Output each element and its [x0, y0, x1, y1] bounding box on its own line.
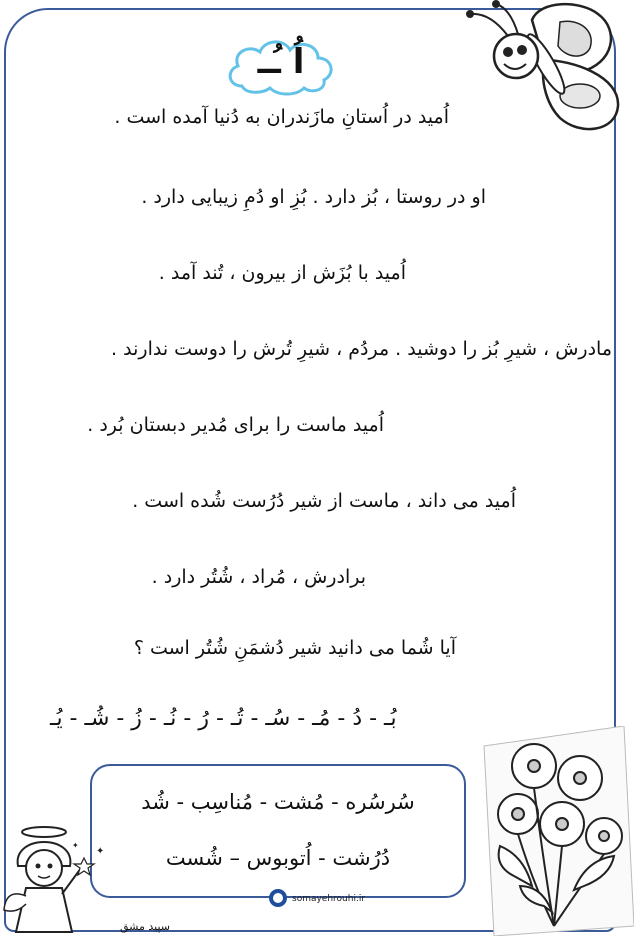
text-line-6: اُمید می داند ، ماست از شیر دُرُست شُده است .: [132, 490, 516, 512]
text-line-5: اُمید ماست را برای مُدیر دبستان بُرد .: [87, 414, 384, 436]
site-url: somayehrouhi.ir: [292, 894, 366, 904]
flower-bouquet-icon: [474, 726, 634, 936]
word-row-1: سُرسُره - مُشت - مُناسِب - شُد: [141, 790, 415, 814]
text-line-8: آیا شُما می دانید شیر دُشمَنِ شُتُر است ؟: [133, 637, 456, 659]
site-logo-icon: [268, 888, 288, 908]
signature: سپید مشق: [120, 920, 171, 933]
header-letter: اُ ـُـ: [257, 42, 305, 82]
text-line-4: مادرش ، شیرِ بُز را دوشید . مردُم ، شیرِ تُرش را دوست ندارند .: [111, 338, 612, 360]
syllables-row: بُـ - دُ - مُـ - سُـ - تُـ - رُ - نُـ - زُ - شُـ - یُـ: [50, 706, 397, 731]
text-line-1: اُمید در اُستانِ مازَندران به دُنیا آمده است .: [114, 106, 449, 128]
word-row-2: دُرُشت - اُتوبوس – شُست: [165, 846, 391, 870]
svg-text:✦: ✦: [72, 841, 79, 850]
butterfly-icon: [460, 0, 630, 150]
text-line-2: او در روستا ، بُز دارد . بُزِ او دُمِ زیبایی دارد .: [141, 186, 486, 208]
text-line-3: اُمید با بُزَش از بیرون ، تُند آمد .: [158, 262, 406, 284]
word-box: [90, 764, 466, 898]
angel-girl-icon: [0, 824, 110, 939]
text-line-7: برادرش ، مُراد ، شُتُر دارد .: [151, 566, 366, 588]
svg-text:✦: ✦: [96, 846, 105, 857]
